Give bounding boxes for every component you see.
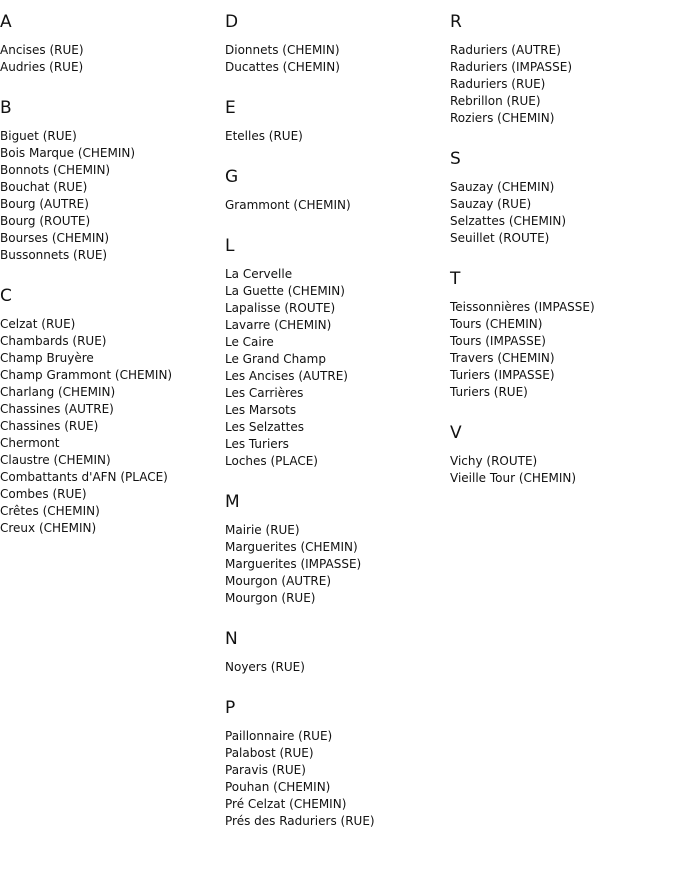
street-item: Chassines (AUTRE) bbox=[0, 402, 114, 416]
street-item: Paillonnaire (RUE) bbox=[225, 729, 333, 743]
street-item: Palabost (RUE) bbox=[225, 746, 314, 760]
street-item: Roziers (CHEMIN) bbox=[450, 111, 555, 125]
street-item: Combes (RUE) bbox=[0, 487, 87, 501]
street-item: Bonnots (CHEMIN) bbox=[0, 163, 111, 177]
street-item: Turiers (IMPASSE) bbox=[450, 368, 555, 382]
street-item: Les Marsots bbox=[225, 403, 297, 417]
street-item: Seuillet (ROUTE) bbox=[450, 231, 550, 245]
street-item: Dionnets (CHEMIN) bbox=[225, 43, 340, 57]
street-item: Les Selzattes bbox=[225, 420, 304, 434]
street-item: La Cervelle bbox=[225, 267, 293, 281]
street-item: Champ Bruyère bbox=[0, 351, 94, 365]
street-list bbox=[225, 266, 450, 470]
street-item: Chassines (RUE) bbox=[0, 419, 99, 433]
street-item: Combattants d'AFN (PLACE) bbox=[0, 470, 168, 484]
street-item: Turiers (RUE) bbox=[450, 385, 528, 399]
letter-heading: G bbox=[225, 167, 239, 187]
street-item: Raduriers (RUE) bbox=[450, 77, 546, 91]
street-item: Les Turiers bbox=[225, 437, 289, 451]
street-item: Bussonnets (RUE) bbox=[0, 248, 108, 262]
letter-group bbox=[0, 98, 225, 264]
street-item: La Guette (CHEMIN) bbox=[225, 284, 345, 298]
letter-heading: N bbox=[225, 629, 238, 649]
index-column-2 bbox=[225, 0, 450, 830]
street-item: Celzat (RUE) bbox=[0, 317, 76, 331]
street-item: Grammont (CHEMIN) bbox=[225, 198, 351, 212]
street-item: Sauzay (RUE) bbox=[450, 197, 532, 211]
street-item: Les Carrières bbox=[225, 386, 304, 400]
street-list bbox=[0, 316, 225, 537]
letter-group bbox=[450, 149, 675, 247]
letter-group bbox=[0, 286, 225, 537]
letter-group bbox=[450, 12, 675, 127]
letter-heading: E bbox=[225, 98, 236, 118]
street-item: Pré Celzat (CHEMIN) bbox=[225, 797, 347, 811]
street-list bbox=[450, 179, 675, 247]
street-item: Travers (CHEMIN) bbox=[450, 351, 555, 365]
street-item: Bouchat (RUE) bbox=[0, 180, 88, 194]
street-list bbox=[450, 299, 675, 401]
street-item: Vichy (ROUTE) bbox=[450, 454, 538, 468]
letter-heading: M bbox=[225, 492, 240, 512]
street-item: Tours (CHEMIN) bbox=[450, 317, 543, 331]
letter-heading: S bbox=[450, 149, 461, 169]
letter-heading: R bbox=[450, 12, 462, 32]
letter-group bbox=[225, 698, 450, 830]
letter-heading: P bbox=[225, 698, 236, 718]
street-item: Marguerites (CHEMIN) bbox=[225, 540, 358, 554]
letter-heading: D bbox=[225, 12, 239, 32]
street-list bbox=[225, 128, 450, 145]
street-item: Mourgon (RUE) bbox=[225, 591, 316, 605]
letter-group bbox=[0, 12, 225, 76]
street-list bbox=[225, 42, 450, 76]
street-item: Bois Marque (CHEMIN) bbox=[0, 146, 136, 160]
street-item: Ancises (RUE) bbox=[0, 43, 84, 57]
street-item: Mourgon (AUTRE) bbox=[225, 574, 332, 588]
street-item: Vieille Tour (CHEMIN) bbox=[450, 471, 577, 485]
street-item: Claustre (CHEMIN) bbox=[0, 453, 111, 467]
letter-group bbox=[450, 269, 675, 401]
street-item: Le Caire bbox=[225, 335, 274, 349]
letter-heading: V bbox=[450, 423, 462, 443]
index-column-3 bbox=[450, 0, 675, 487]
letter-group bbox=[225, 98, 450, 145]
street-item: Etelles (RUE) bbox=[225, 129, 303, 143]
street-item: Sauzay (CHEMIN) bbox=[450, 180, 555, 194]
street-list bbox=[0, 42, 225, 76]
index-column-1 bbox=[0, 0, 225, 537]
street-item: Noyers (RUE) bbox=[225, 660, 305, 674]
letter-group bbox=[225, 236, 450, 470]
street-list bbox=[225, 728, 450, 830]
street-list bbox=[225, 522, 450, 607]
letter-heading: L bbox=[225, 236, 235, 256]
street-item: Lavarre (CHEMIN) bbox=[225, 318, 332, 332]
street-item: Mairie (RUE) bbox=[225, 523, 300, 537]
street-list bbox=[450, 42, 675, 127]
street-list bbox=[450, 453, 675, 487]
letter-group bbox=[450, 423, 675, 487]
letter-group bbox=[225, 12, 450, 76]
street-item: Loches (PLACE) bbox=[225, 454, 318, 468]
street-item: Bourg (ROUTE) bbox=[0, 214, 91, 228]
letter-group bbox=[225, 492, 450, 607]
street-list bbox=[225, 659, 450, 676]
street-item: Creux (CHEMIN) bbox=[0, 521, 97, 535]
street-item: Marguerites (IMPASSE) bbox=[225, 557, 362, 571]
street-item: Bourses (CHEMIN) bbox=[0, 231, 110, 245]
letter-heading: C bbox=[0, 286, 12, 306]
street-item: Chermont bbox=[0, 436, 60, 450]
street-item: Crêtes (CHEMIN) bbox=[0, 504, 100, 518]
street-item: Champ Grammont (CHEMIN) bbox=[0, 368, 173, 382]
street-item: Chambards (RUE) bbox=[0, 334, 107, 348]
street-item: Le Grand Champ bbox=[225, 352, 326, 366]
street-list bbox=[0, 128, 225, 264]
street-item: Ducattes (CHEMIN) bbox=[225, 60, 340, 74]
street-item: Teissonnières (IMPASSE) bbox=[450, 300, 595, 314]
street-item: Pouhan (CHEMIN) bbox=[225, 780, 331, 794]
street-item: Rebrillon (RUE) bbox=[450, 94, 541, 108]
street-item: Raduriers (AUTRE) bbox=[450, 43, 561, 57]
letter-group bbox=[225, 167, 450, 214]
letter-heading: A bbox=[0, 12, 12, 32]
street-list bbox=[225, 197, 450, 214]
street-item: Paravis (RUE) bbox=[225, 763, 306, 777]
street-item: Lapalisse (ROUTE) bbox=[225, 301, 336, 315]
letter-group bbox=[225, 629, 450, 676]
street-item: Prés des Raduriers (RUE) bbox=[225, 814, 375, 828]
street-item: Selzattes (CHEMIN) bbox=[450, 214, 567, 228]
street-item: Audries (RUE) bbox=[0, 60, 84, 74]
street-item: Raduriers (IMPASSE) bbox=[450, 60, 573, 74]
letter-heading: T bbox=[450, 269, 461, 289]
street-item: Biguet (RUE) bbox=[0, 129, 77, 143]
street-item: Tours (IMPASSE) bbox=[450, 334, 546, 348]
street-item: Bourg (AUTRE) bbox=[0, 197, 89, 211]
street-item: Charlang (CHEMIN) bbox=[0, 385, 116, 399]
street-item: Les Ancises (AUTRE) bbox=[225, 369, 348, 383]
letter-heading: B bbox=[0, 98, 12, 118]
